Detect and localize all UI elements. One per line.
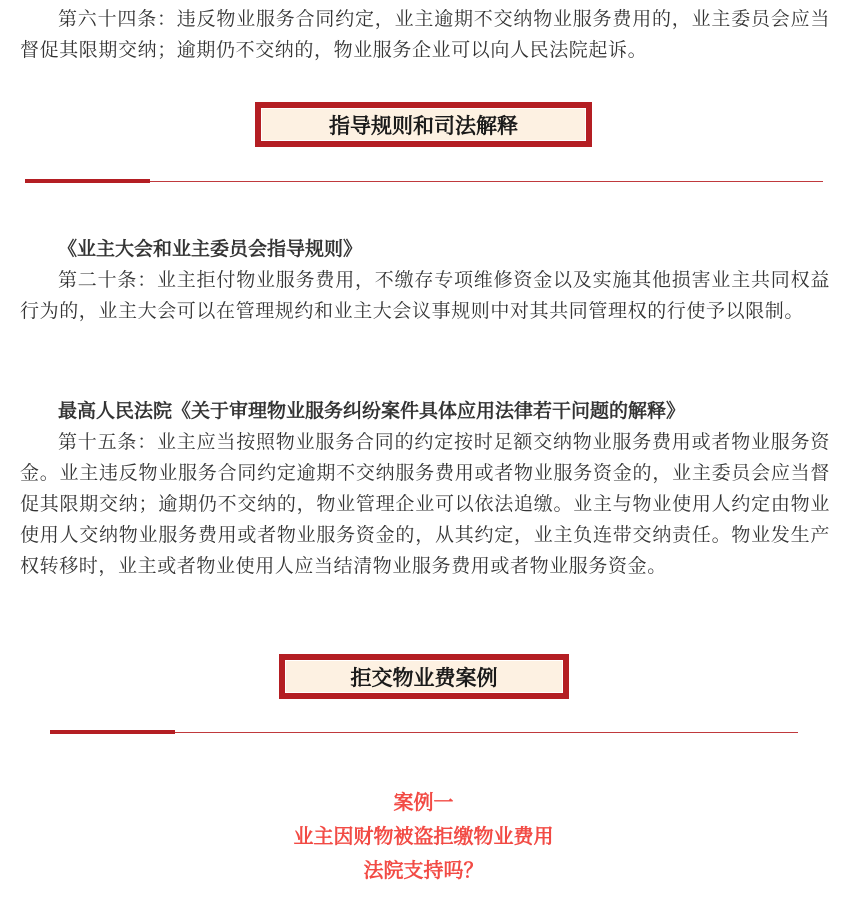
case-title-line-1: 业主因财物被盗拒缴物业费用	[293, 824, 554, 848]
guidance-rules-heading: 《业主大会和业主委员会指导规则》	[58, 238, 363, 260]
article-20-text: 第二十条：业主拒付物业服务费用，不缴存专项维修资金以及实施其他损害业主共同权益行为的，业主大会可以在管理规约和业主大会议事规则中对其共同管理权的行使予以限制。	[20, 269, 830, 322]
article-15-text: 第十五条：业主应当按照物业服务合同的约定按时足额交纳物业服务费用或者物业服务资金。业主违反物业服务合同约定逾期不交纳服务费用或者物业服务资金的，业主委员会应当督促其限期交纳；逾期仍不交纳的，物业管理企业可以依法追缴。业主与物业使用人约定由物业使用人交纳物业服务费用或者物业服务资金的，从其约定，业主负连带交纳责任。物业发生产权转移时，业主或者物业使用人应当结清物业服务费用或者物业服务资金。	[20, 431, 830, 577]
section-title-box-rules	[255, 102, 592, 147]
section-title-rules: 指导规则和司法解释	[261, 108, 586, 141]
article-64-text: 第六十四条：违反物业服务合同约定，业主逾期不交纳物业服务费用的，业主委员会应当督促其限期交纳；逾期仍不交纳的，物业服务企业可以向人民法院起诉。	[20, 8, 830, 61]
section-divider-rules	[25, 181, 823, 182]
judicial-interpretation-heading: 最高人民法院《关于审理物业服务纠纷案件具体应用法律若干问题的解释》	[58, 400, 686, 422]
case-label: 案例一	[393, 790, 454, 814]
case-title-line-2: 法院支持吗？	[363, 858, 484, 882]
divider-accent	[25, 179, 150, 183]
section-title-box-cases	[279, 654, 569, 699]
section-title-cases: 拒交物业费案例	[285, 660, 563, 693]
divider-accent	[50, 730, 175, 734]
section-divider-cases	[50, 732, 798, 733]
